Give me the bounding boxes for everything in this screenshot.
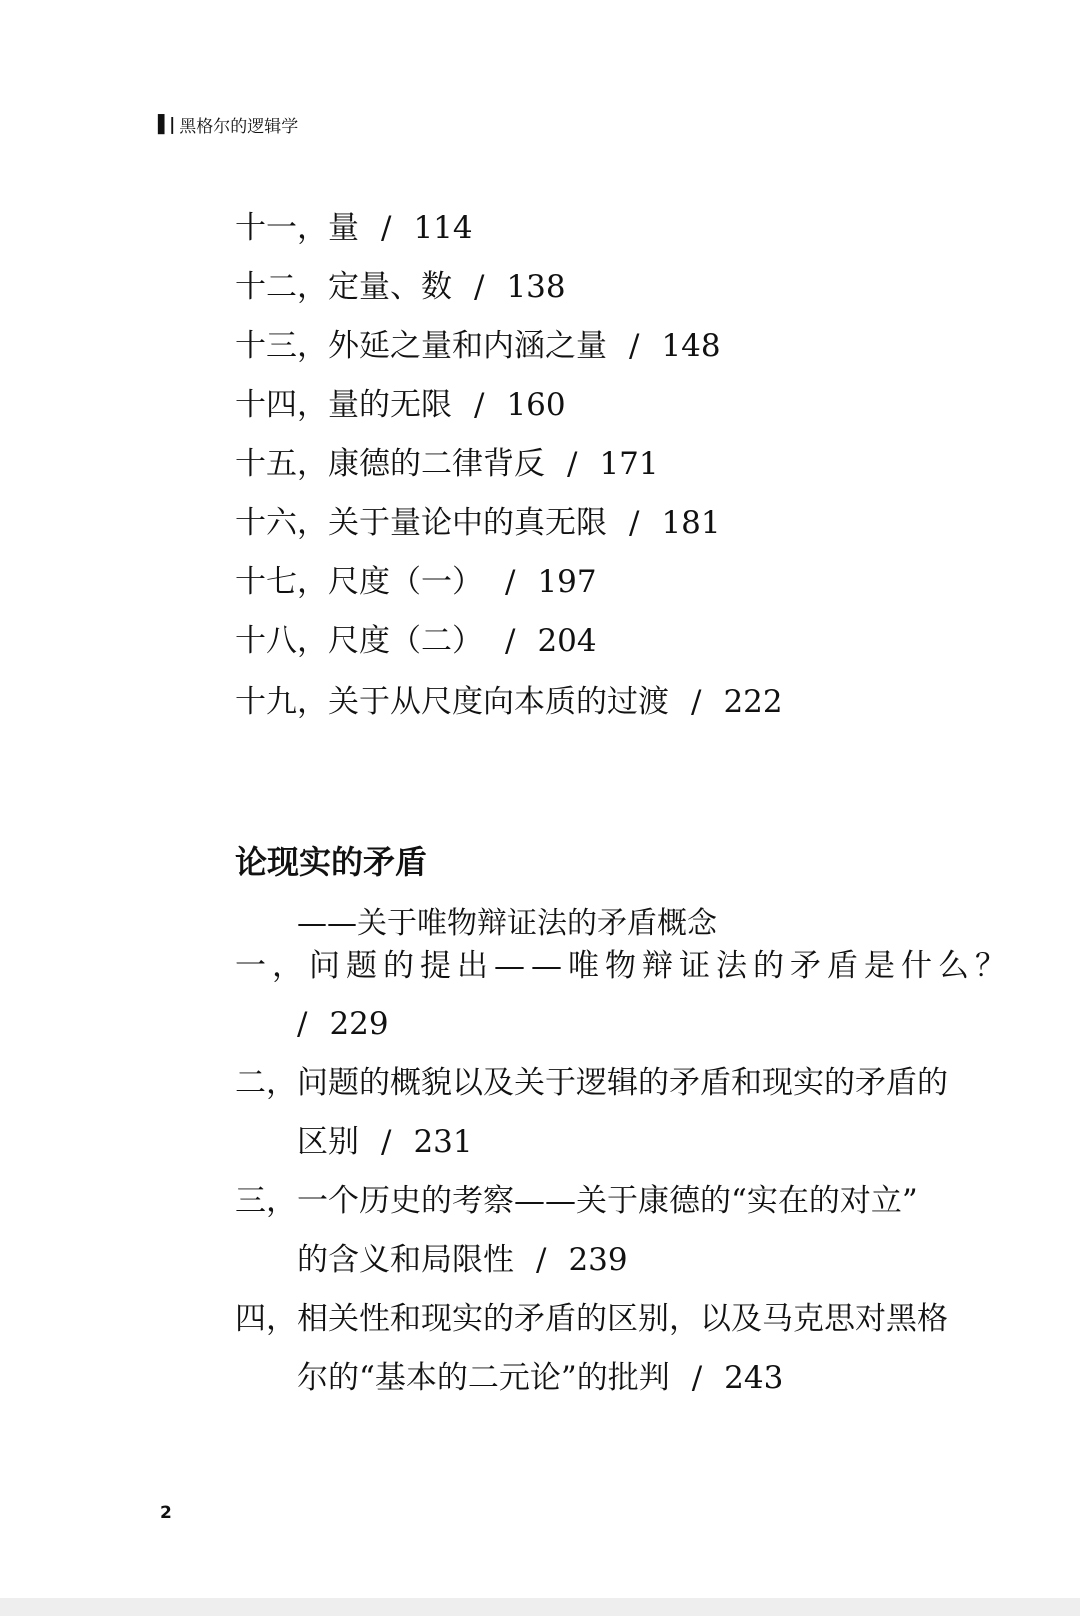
toc-entry-page: 181 [661,505,721,541]
toc-slash: / [474,269,485,305]
toc-entry [235,503,721,543]
toc-entry-text: 十五，康德的二律背反 [235,446,545,482]
toc-entry-continuation [297,1240,628,1280]
toc-entry-continuation [297,1122,473,1162]
toc-entry-text: 十四，量的无限 [235,387,452,423]
toc-entry-page: 204 [537,623,597,659]
section-subtitle: ——关于唯物辩证法的矛盾概念 [297,906,717,941]
toc-slash: / [629,505,640,541]
toc-entry-text: 十八，尺度（二） [235,623,483,659]
toc-entry-text: 十六，关于量论中的真无限 [235,505,607,541]
toc-slash: / [474,387,485,423]
toc-slash: / [567,446,578,482]
toc-entry-page: 243 [724,1360,784,1396]
toc-slash: / [629,328,640,364]
toc-entry-page: 148 [661,328,721,364]
toc-slash: / [505,564,516,600]
toc-entry-line: 三，一个历史的考察——关于康德的“实在的对立” [235,1183,918,1219]
toc-slash: / [297,1006,308,1042]
book-title: 黑格尔的逻辑学 [179,117,299,137]
toc-entry [235,385,566,425]
toc-entry-text: 十九，关于从尺度向本质的过渡 [235,684,669,720]
page-number: 2 [160,1503,172,1523]
toc-entry-page: 160 [506,387,566,423]
toc-entry-text: 十七，尺度（一） [235,564,483,600]
section-title: 论现实的矛盾 [235,843,428,881]
viewer-bottom-strip [0,1598,1080,1616]
toc-entry-line: 四，相关性和现实的矛盾的区别，以及马克思对黑格 [235,1301,948,1337]
running-header [158,112,298,137]
toc-entry [235,562,597,602]
toc-entry-line: 二，问题的概貌以及关于逻辑的矛盾和现实的矛盾的 [235,1065,948,1101]
toc-entry-page: 239 [568,1242,628,1278]
toc-entry-page: 114 [413,210,473,246]
header-mark-icon: ▌| [158,114,174,135]
toc-entry [235,444,659,484]
toc-entry-text: 十二，定量、数 [235,269,452,305]
toc-entry-page: 171 [599,446,659,482]
toc-entry-text: 尔的“基本的二元论”的批判 [297,1360,670,1396]
toc-entry [235,267,566,307]
toc-slash: / [381,1124,392,1160]
toc-entry [235,682,783,722]
toc-entry [235,208,473,248]
toc-entry-text: 十三，外延之量和内涵之量 [235,328,607,364]
toc-slash: / [536,1242,547,1278]
toc-entry-page: 197 [537,564,597,600]
toc-entry-page: 231 [413,1124,473,1160]
toc-slash: / [505,623,516,659]
toc-entry-continuation [297,1358,783,1398]
toc-entry-text: 十一，量 [235,210,359,246]
toc-entry [235,326,721,366]
toc-entry-text: 区别 [297,1124,359,1160]
toc-slash: / [691,1360,703,1396]
toc-entry [235,621,597,661]
toc-entry-page: 222 [723,684,783,720]
toc-entry-page: 229 [329,1006,389,1042]
toc-entry-page: 138 [506,269,566,305]
toc-slash: / [381,210,392,246]
toc-entry-text: 的含义和局限性 [297,1242,514,1278]
toc-entry-line: 一，问题的提出——唯物辩证法的矛盾是什么？ [235,948,1012,984]
toc-entry-continuation [297,1004,389,1044]
toc-slash: / [691,684,702,720]
